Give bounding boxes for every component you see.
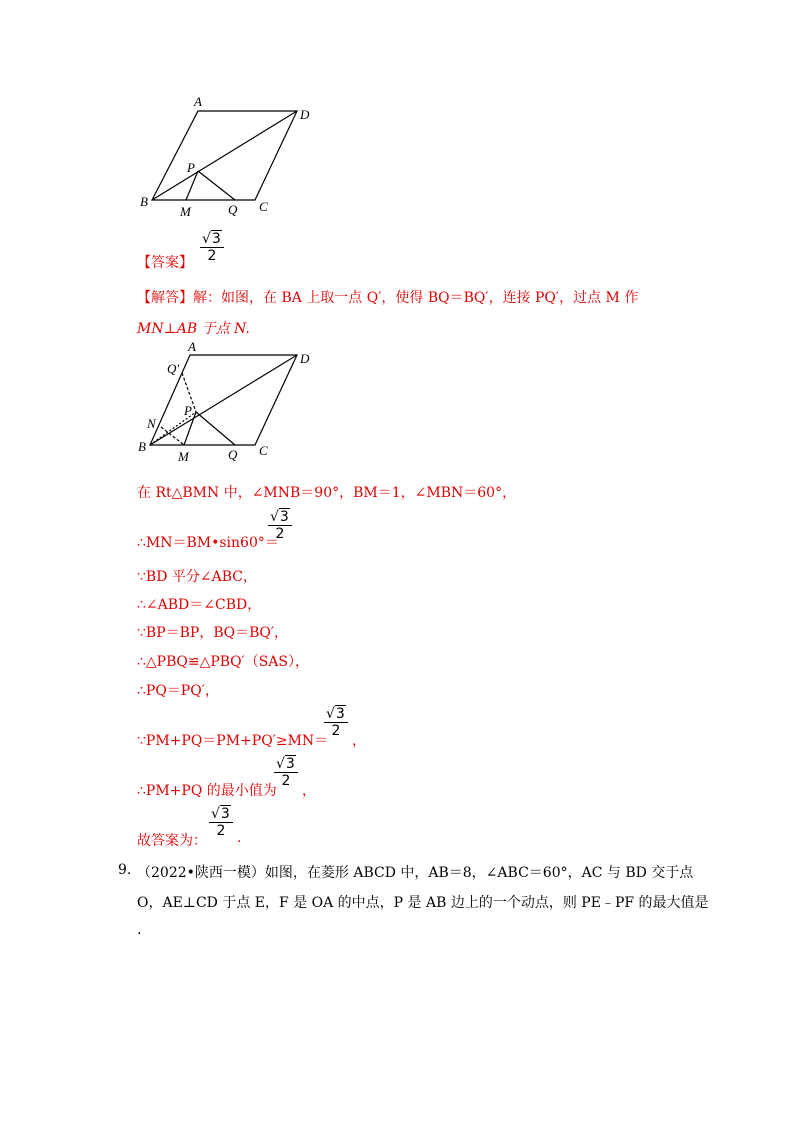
step-8-end: ， (352, 733, 366, 749)
label2-N: N (147, 416, 156, 431)
label-D: D (300, 107, 310, 122)
step-2-fraction: $\frac{√3}{2}$ (266, 509, 294, 542)
solution-label: 【解答】 (137, 290, 193, 306)
solution-line-2: MN⊥AB 于点 N. (137, 321, 250, 337)
step-8-fraction: $\frac{√3}{2}$ (322, 706, 350, 739)
label-C: C (259, 199, 268, 214)
step-6: ∴△PBQ≌△PBQ′（SAS）， (137, 654, 310, 670)
step-8: ∵PM+PQ＝PM+PQ′≥MN＝ (137, 733, 329, 749)
step-9-fraction: $\frac{√3}{2}$ (272, 756, 300, 789)
label-B: B (140, 194, 148, 209)
answer-row (137, 252, 193, 272)
step-7: ∴PQ＝PQ′， (137, 683, 219, 699)
problem-9-line-1: （2022•陕西一模）如图，在菱形 ABCD 中，AB＝8，∠ABC＝60°，AC 与 BD 交于点 (137, 865, 694, 881)
label2-B: B (138, 439, 146, 454)
label-A: A (194, 94, 202, 109)
figure-rhombus-1 (130, 90, 330, 220)
label2-Q: Q (228, 447, 238, 462)
answer-label: 【答案】 (137, 255, 193, 271)
label2-Qprime: Q′ (167, 361, 180, 376)
step-9-end: ， (302, 783, 316, 799)
step-9: ∴PM+PQ 的最小值为 (137, 783, 277, 799)
label2-D: D (300, 351, 310, 366)
step-10-fraction: $\frac{√3}{2}$ (207, 806, 235, 839)
label-M: M (180, 204, 191, 219)
step-5: ∵BP＝BP，BQ＝BQ′， (137, 625, 289, 641)
solution-line-1: 【解答】解：如图，在 BA 上取一点 Q′，使得 BQ＝BQ′，连接 PQ′，过点 M 作 (137, 290, 639, 306)
answer-fraction: $\frac{√3}{2}$ (198, 231, 226, 264)
problem-9-number: 9. (118, 862, 132, 878)
label-P: P (187, 160, 195, 175)
step-10-end: . (237, 830, 242, 846)
label-Q: Q (228, 202, 238, 217)
step-3: ∵BD 平分∠ABC， (137, 569, 257, 585)
figure-rhombus-2 (130, 335, 330, 470)
label2-M: M (178, 449, 189, 464)
label2-P: P (184, 403, 192, 418)
label2-C: C (259, 443, 268, 458)
step-4: ∴∠ABD＝∠CBD， (137, 597, 262, 613)
step-1: 在 Rt△BMN 中，∠MNB＝90°，BM＝1，∠MBN＝60°， (137, 485, 517, 501)
label2-A: A (188, 339, 196, 354)
problem-9-line-2: O，AE⊥CD 于点 E，F 是 OA 的中点，P 是 AB 边上的一个动点，则 PE﹣PF 的最大值是 (137, 895, 709, 911)
step-2: ∴MN＝BM•sin60°＝ (137, 535, 279, 551)
step-10: 故答案为： (137, 833, 207, 849)
problem-9-line-3: . (137, 922, 142, 938)
